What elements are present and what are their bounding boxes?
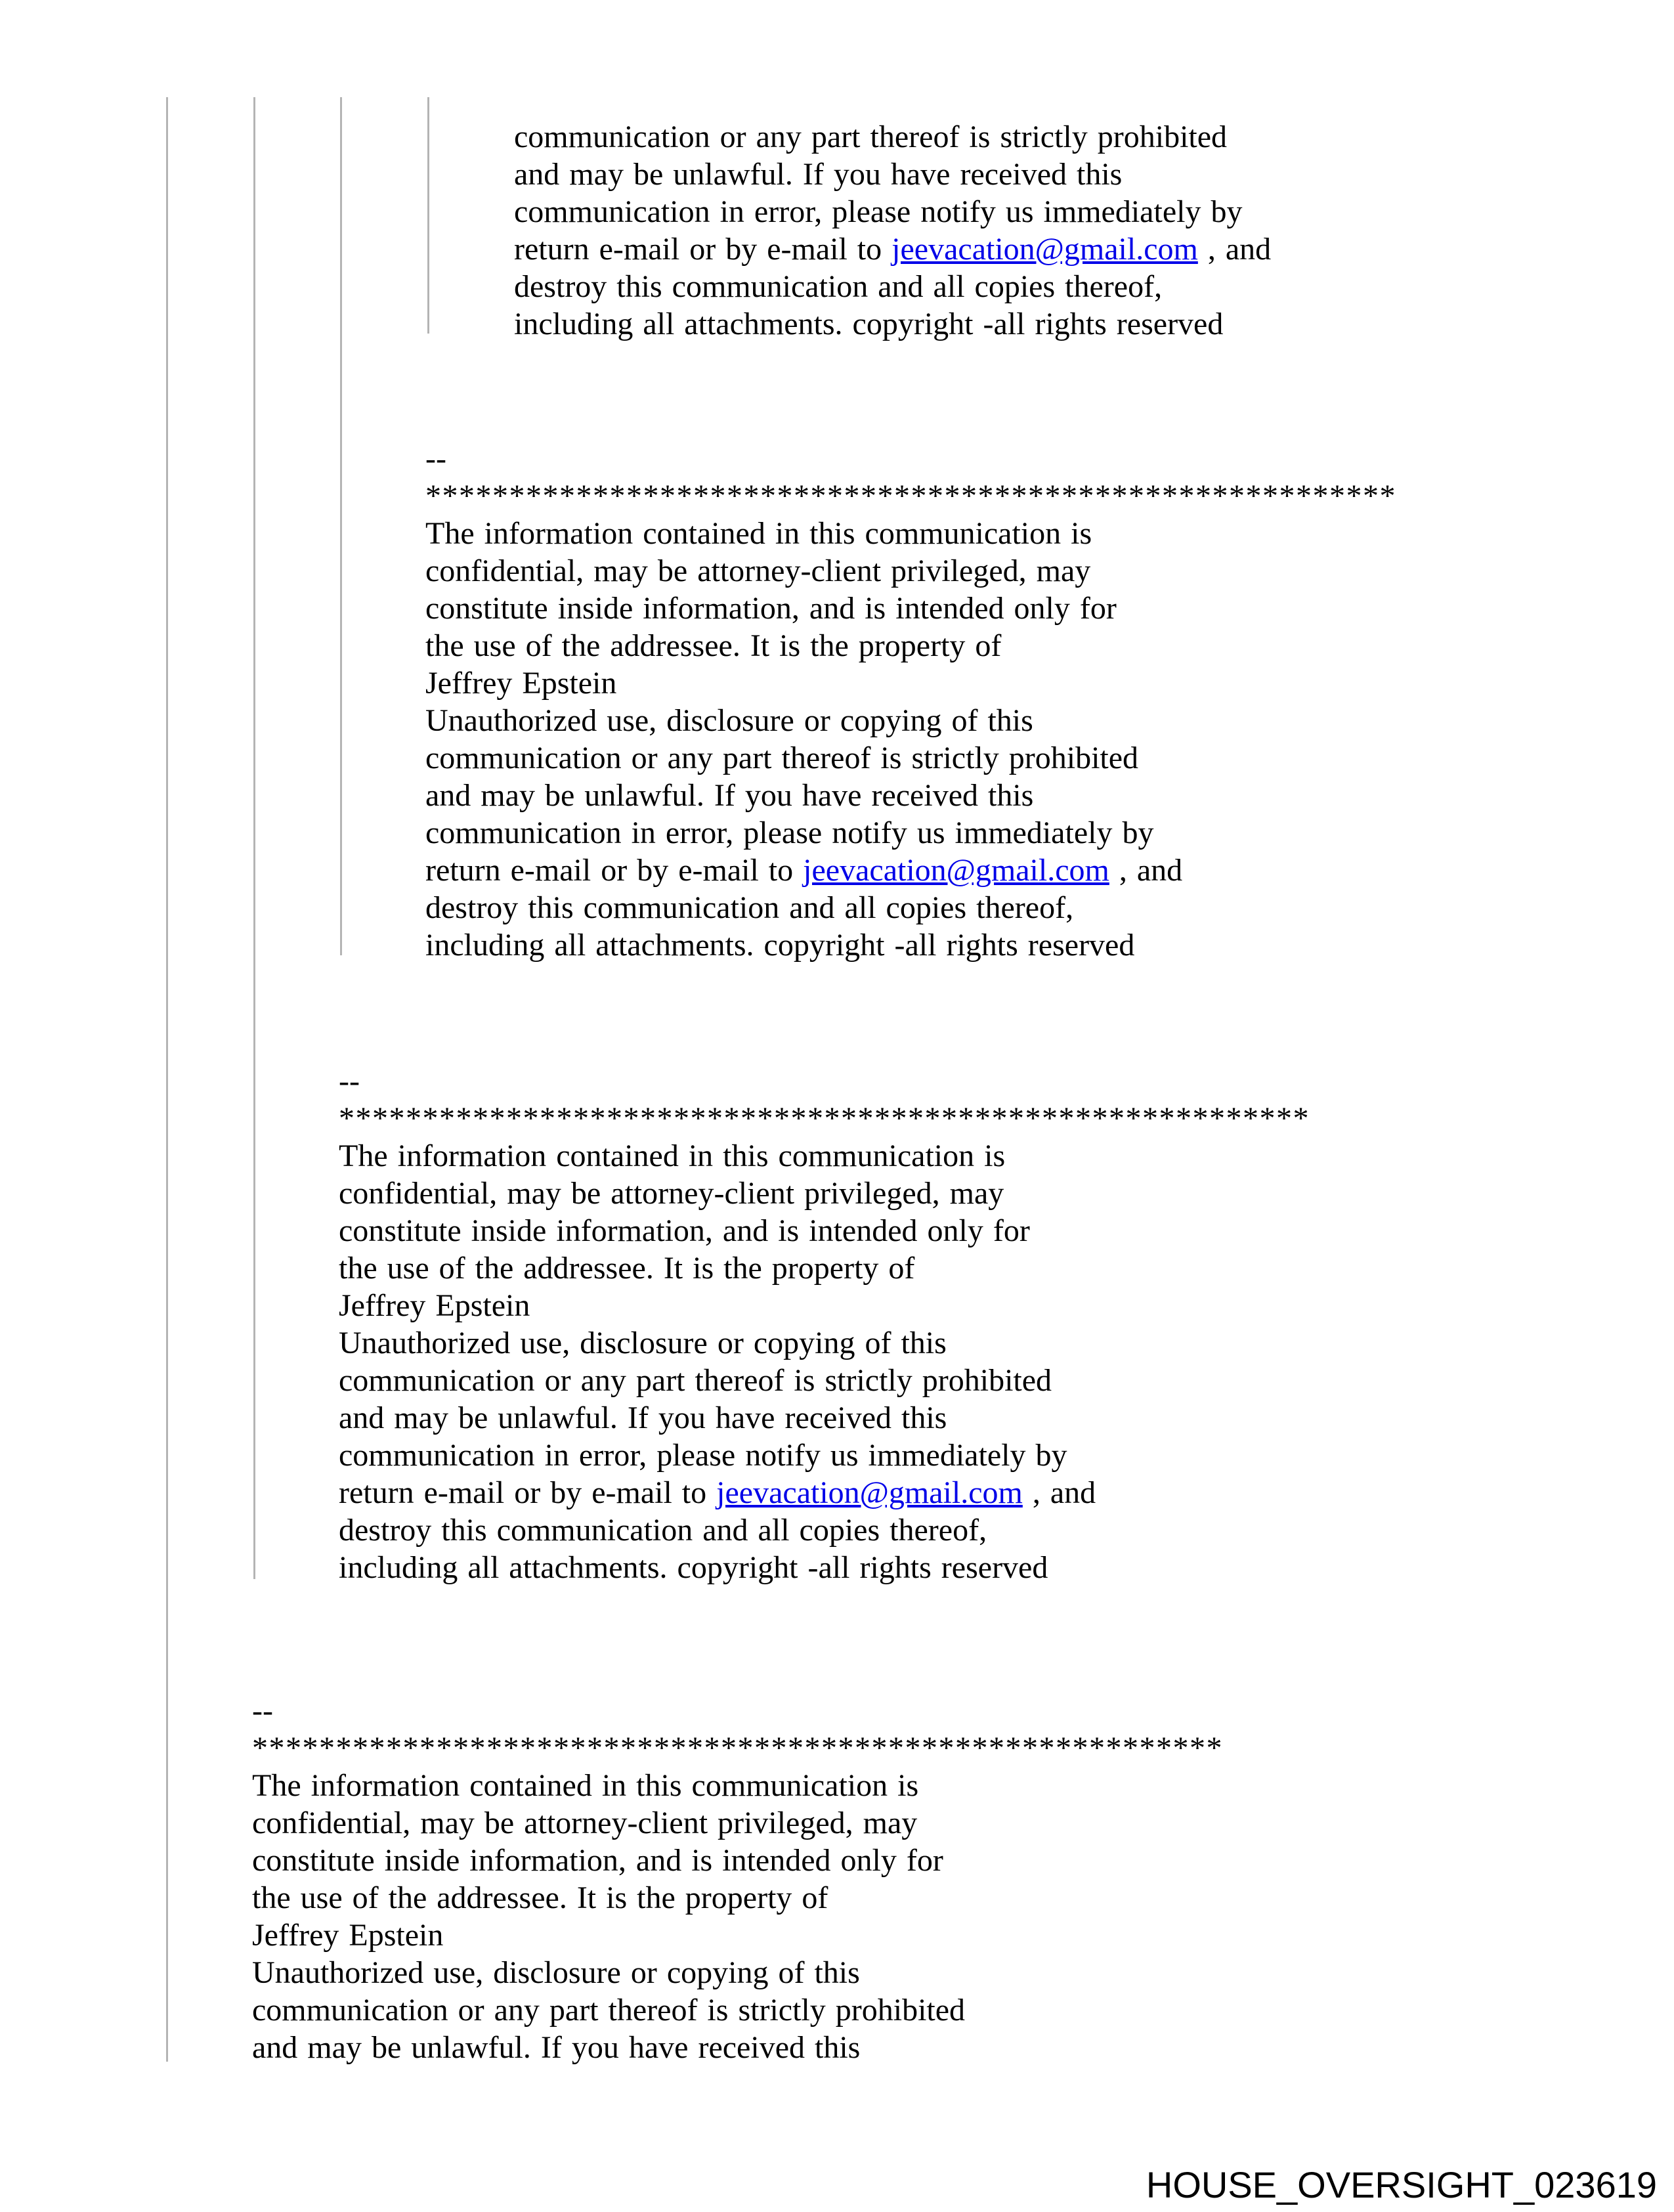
signature-divider: -- [425,441,446,476]
text-line: The information contained in this communication is [252,1768,919,1803]
text-line: destroy this communication and all copies thereof, [425,890,1074,925]
text-before-link: return e-mail or by e-mail to [514,232,892,267]
text-line: confidential, may be attorney-client privileged, may [252,1806,918,1840]
text-after-link: , and [1022,1475,1096,1510]
text-line: and may be unlawful. If you have received this [252,2030,861,2065]
quoted-disclaimer-level-4-continuation [514,118,1271,343]
text-line: The information contained in this communication is [425,516,1092,551]
text-line: including all attachments. copyright -all rights reserved [514,307,1224,341]
text-line: communication or any part thereof is strictly prohibited [425,741,1139,775]
text-line: the use of the addressee. It is the property of [425,628,1002,663]
bates-number: HOUSE_OVERSIGHT_023619 [1146,2164,1657,2205]
quote-bar-level-4 [427,97,429,334]
text-after-link: , and [1109,853,1183,888]
text-line [425,852,1396,889]
text-line: Unauthorized use, disclosure or copying of this [425,703,1033,738]
text-after-link: , and [1197,232,1272,267]
signature-divider: -- [339,1064,360,1098]
quoted-disclaimer-level-1-truncated [252,1692,1223,2066]
text-line: confidential, may be attorney-client privileged, may [425,553,1091,588]
quoted-disclaimer-level-2 [339,1062,1310,1586]
text-line: the use of the addressee. It is the property of [252,1880,828,1915]
text-line: Jeffrey Epstein [425,666,617,701]
text-line: Unauthorized use, disclosure or copying of this [252,1955,860,1990]
text-line: communication or any part thereof is strictly prohibited [339,1363,1052,1398]
asterisk-divider: ********************************************************** [425,479,1396,513]
text-line: Jeffrey Epstein [252,1918,444,1953]
text-line: communication in error, please notify us immediately by [514,194,1243,229]
text-line [514,230,1271,268]
text-line: constitute inside information, and is intended only for [252,1843,943,1878]
asterisk-divider: ********************************************************** [252,1731,1223,1766]
text-line: and may be unlawful. If you have received this [514,157,1123,192]
text-line: including all attachments. copyright -all rights reserved [339,1550,1048,1585]
text-line: Unauthorized use, disclosure or copying of this [339,1326,947,1360]
text-line: destroy this communication and all copies thereof, [514,269,1163,304]
text-line: and may be unlawful. If you have received this [425,778,1034,813]
text-line: communication in error, please notify us immediately by [339,1438,1067,1473]
quote-bar-level-2 [253,97,255,1579]
signature-divider: -- [252,1693,273,1728]
text-before-link: return e-mail or by e-mail to [425,853,804,888]
text-line: and may be unlawful. If you have received this [339,1400,947,1435]
email-link[interactable]: jeevacation@gmail.com [891,232,1198,267]
text-line: Jeffrey Epstein [339,1288,530,1323]
text-line: the use of the addressee. It is the property of [339,1251,915,1286]
text-line: constitute inside information, and is intended only for [425,591,1117,626]
text-line: communication or any part thereof is strictly prohibited [514,119,1228,154]
asterisk-divider: ********************************************************** [339,1101,1310,1136]
text-before-link: return e-mail or by e-mail to [339,1475,717,1510]
text-line: communication or any part thereof is strictly prohibited [252,1993,966,2028]
text-line: The information contained in this communication is [339,1139,1006,1173]
email-link[interactable]: jeevacation@gmail.com [716,1475,1023,1510]
text-line: including all attachments. copyright -all rights reserved [425,928,1135,963]
quote-bar-level-1 [166,97,168,2062]
quoted-disclaimer-level-3 [425,440,1396,964]
text-line: confidential, may be attorney-client privileged, may [339,1176,1004,1211]
email-link[interactable]: jeevacation@gmail.com [803,853,1109,888]
text-line: constitute inside information, and is intended only for [339,1213,1030,1248]
quote-bar-level-3 [340,97,342,955]
text-line: communication in error, please notify us immediately by [425,815,1154,850]
text-line: destroy this communication and all copies thereof, [339,1513,987,1548]
text-line [339,1474,1310,1511]
